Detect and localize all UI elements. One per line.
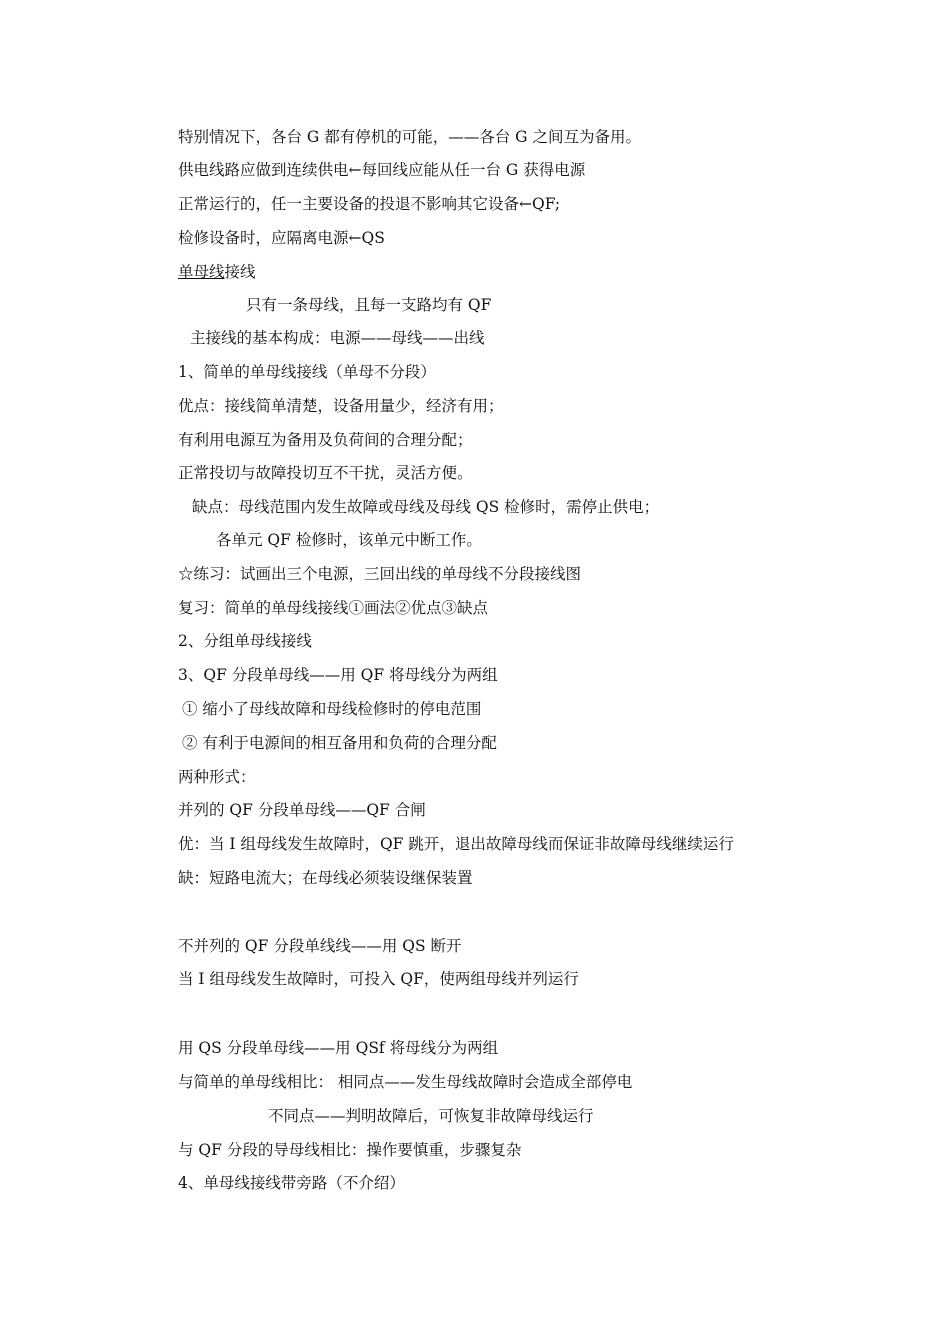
- text-line: ① 缩小了母线故障和母线检修时的停电范围: [182, 700, 482, 718]
- text-line: 用 QS 分段单母线——用 QSf 将母线分为两组: [178, 1039, 499, 1057]
- text-line: 各单元 QF 检修时，该单元中断工作。: [216, 531, 482, 549]
- text-line: 优点：接线简单清楚，设备用量少，经济有用；: [178, 397, 504, 415]
- text-line: 缺：短路电流大；在母线必须装设继保装置: [178, 869, 473, 887]
- section-heading: [178, 262, 256, 282]
- text-line: 只有一条母线，且每一支路均有 QF: [246, 296, 492, 314]
- text-line: 3、QF 分段单母线——用 QF 将母线分为两组: [178, 666, 498, 684]
- text-line: 与 QF 分段的导母线相比：操作要慎重，步骤复杂: [178, 1141, 522, 1159]
- text-line: 不并列的 QF 分段单线线——用 QS 断开: [178, 937, 462, 955]
- text-line: 有利用电源互为备用及负荷间的合理分配；: [178, 431, 473, 449]
- text-line: 主接线的基本构成：电源——母线——出线: [190, 329, 485, 347]
- text-line: 检修设备时，应隔离电源←QS: [178, 229, 385, 247]
- text-line: 两种形式：: [178, 768, 256, 786]
- text-line: 优：当 I 组母线发生故障时，QF 跳开，退出故障母线而保证非故障母线继续运行: [178, 835, 734, 853]
- text-line: 缺点：母线范围内发生故障或母线及母线 QS 检修时，需停止供电；: [192, 498, 660, 516]
- text-line: ☆练习：试画出三个电源，三回出线的单母线不分段接线图: [178, 565, 582, 583]
- text-line: ② 有利于电源间的相互备用和负荷的合理分配: [182, 734, 497, 752]
- text-line: 并列的 QF 分段单母线——QF 合闸: [178, 801, 426, 819]
- text-line: 复习：简单的单母线接线①画法②优点③缺点: [178, 599, 489, 617]
- heading-suffix: 接线: [224, 263, 256, 281]
- text-line: 正常投切与故障投切互不干扰，灵活方便。: [178, 464, 473, 482]
- text-line: 特别情况下，各台 G 都有停机的可能，——各台 G 之间互为备用。: [178, 128, 641, 146]
- text-line: 供电线路应做到连续供电←每回线应能从任一台 G 获得电源: [178, 161, 586, 179]
- text-line: 与简单的单母线相比： 相同点——发生母线故障时会造成全部停电: [178, 1073, 633, 1091]
- text-line: 当 I 组母线发生故障时，可投入 QF，使两组母线并列运行: [178, 970, 579, 988]
- text-line: 正常运行的，任一主要设备的投退不影响其它设备←QF;: [178, 195, 561, 213]
- text-line: 2、分组单母线接线: [178, 632, 312, 650]
- text-line: 不同点——判明故障后，可恢复非故障母线运行: [268, 1107, 594, 1125]
- text-line: 4、单母线接线带旁路（不介绍）: [178, 1174, 405, 1192]
- text-line: 1、简单的单母线接线（单母不分段）: [178, 363, 436, 381]
- underlined-term: 单母线: [178, 263, 225, 281]
